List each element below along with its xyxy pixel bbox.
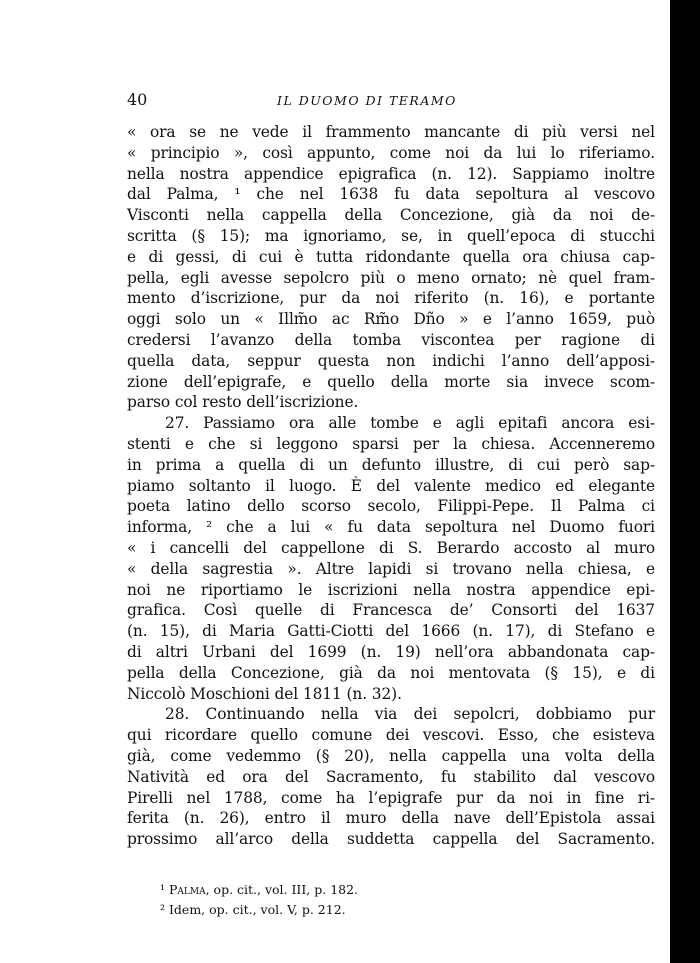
text-line: pella, egli avesse sepolcro più o meno ornato; nè quel fram-	[127, 268, 655, 287]
text-line: Visconti nella cappella della Concezione, già da noi de-	[127, 206, 655, 225]
text-line: scritta (§ 15); ma ignoriamo, se, in quell’epoca di stucchi	[127, 226, 655, 245]
text-line: quella data, seppur questa non indichi l’anno dell’apposi-	[127, 351, 655, 370]
text-line: « principio », così appunto, come noi da lui lo riferiamo.	[127, 143, 655, 162]
text-line: dal Palma, ¹ che nel 1638 fu data sepoltura al vescovo	[127, 185, 655, 204]
text-line: grafica. Così quelle di Francesca de’ Consorti del 1637	[127, 601, 655, 620]
text-line: mento d’iscrizione, pur da noi riferito (n. 16), e portante	[127, 289, 655, 308]
text-line: e di gessi, di cui è tutta ridondante quella ora chiusa cap-	[127, 247, 655, 266]
text-line: prossimo all’arco della suddetta cappella del Sacramento.	[127, 830, 655, 849]
footnote-mark: ¹	[160, 882, 169, 897]
running-title: IL DUOMO DI TERAMO	[277, 93, 457, 108]
text-line: (n. 15), di Maria Gatti-Ciotti del 1666 (n. 17), di Stefano e	[127, 622, 655, 641]
scan-dark-edge	[670, 0, 700, 963]
page-number: 40	[127, 90, 148, 109]
text-line: Niccolò Moschioni del 1811 (n. 32).	[127, 684, 402, 703]
text-line: informa, ² che a lui « fu data sepoltura nel Duomo fuori	[127, 518, 655, 537]
text-line: « ora se ne vede il frammento mancante di più versi nel	[127, 123, 655, 141]
footnote-citation: , op. cit., vol. III, p. 182.	[205, 882, 359, 897]
footnote-author: Palma	[168, 882, 206, 897]
text-line: di altri Urbani del 1699 (n. 19) nell’ora abbandonata cap-	[127, 642, 655, 661]
text-line: nella nostra appendice epigrafica (n. 12). Sappiamo inoltre	[127, 164, 655, 183]
footnote	[160, 880, 560, 900]
text-line: 27. Passiamo ora alle tombe e agli epitafi ancora esi-	[165, 414, 655, 433]
text-line: qui ricordare quello comune dei vescovi. Esso, che esisteva	[127, 726, 655, 745]
text-line: noi ne riportiamo le iscrizioni nella nostra appendice epi-	[127, 580, 655, 599]
text-line: 28. Continuando nella via dei sepolcri, dobbiamo pur	[165, 705, 655, 724]
text-line: stenti e che si leggono sparsi per la chiesa. Accenneremo	[127, 434, 655, 453]
page-header	[127, 90, 653, 112]
text-line: parso col resto dell’iscrizione.	[127, 393, 359, 412]
text-line: poeta latino dello scorso secolo, Filippi-Pepe. Il Palma ci	[127, 497, 655, 516]
text-line: credersi l’avanzo della tomba viscontea per ragione di	[127, 330, 655, 349]
text-line: pella della Concezione, già da noi mentovata (§ 15), e di	[127, 663, 655, 682]
main-text	[127, 122, 655, 850]
text-line: Natività ed ora del Sacramento, fu stabilito dal vescovo	[127, 767, 655, 786]
text-line: Pirelli nel 1788, come ha l’epigrafe pur da noi in fine ri-	[127, 788, 655, 807]
text-line: piamo soltanto il luogo. È del valente medico ed elegante	[127, 476, 655, 495]
text-line: « della sagrestia ». Altre lapidi si trovano nella chiesa, e	[127, 559, 655, 578]
footnote	[160, 900, 560, 920]
footnote-mark: ²	[160, 902, 169, 917]
text-line: già, come vedemmo (§ 20), nella cappella una volta della	[127, 746, 655, 765]
footnotes	[160, 880, 560, 920]
footnote-citation: Idem, op. cit., vol. V, p. 212.	[168, 902, 346, 917]
text-line: in prima a quella di un defunto illustre, di cui però sap-	[127, 455, 655, 474]
text-line: oggi solo un « Illm̃o ac Rm̃o Dño » e l’anno 1659, può	[127, 310, 655, 329]
text-line: ferita (n. 26), entro il muro della nave dell’Epistola assai	[127, 809, 655, 828]
text-line: zione dell’epigrafe, e quello della morte sia invece scom-	[127, 372, 655, 391]
text-line: « i cancelli del cappellone di S. Berardo accosto al muro	[127, 538, 655, 557]
